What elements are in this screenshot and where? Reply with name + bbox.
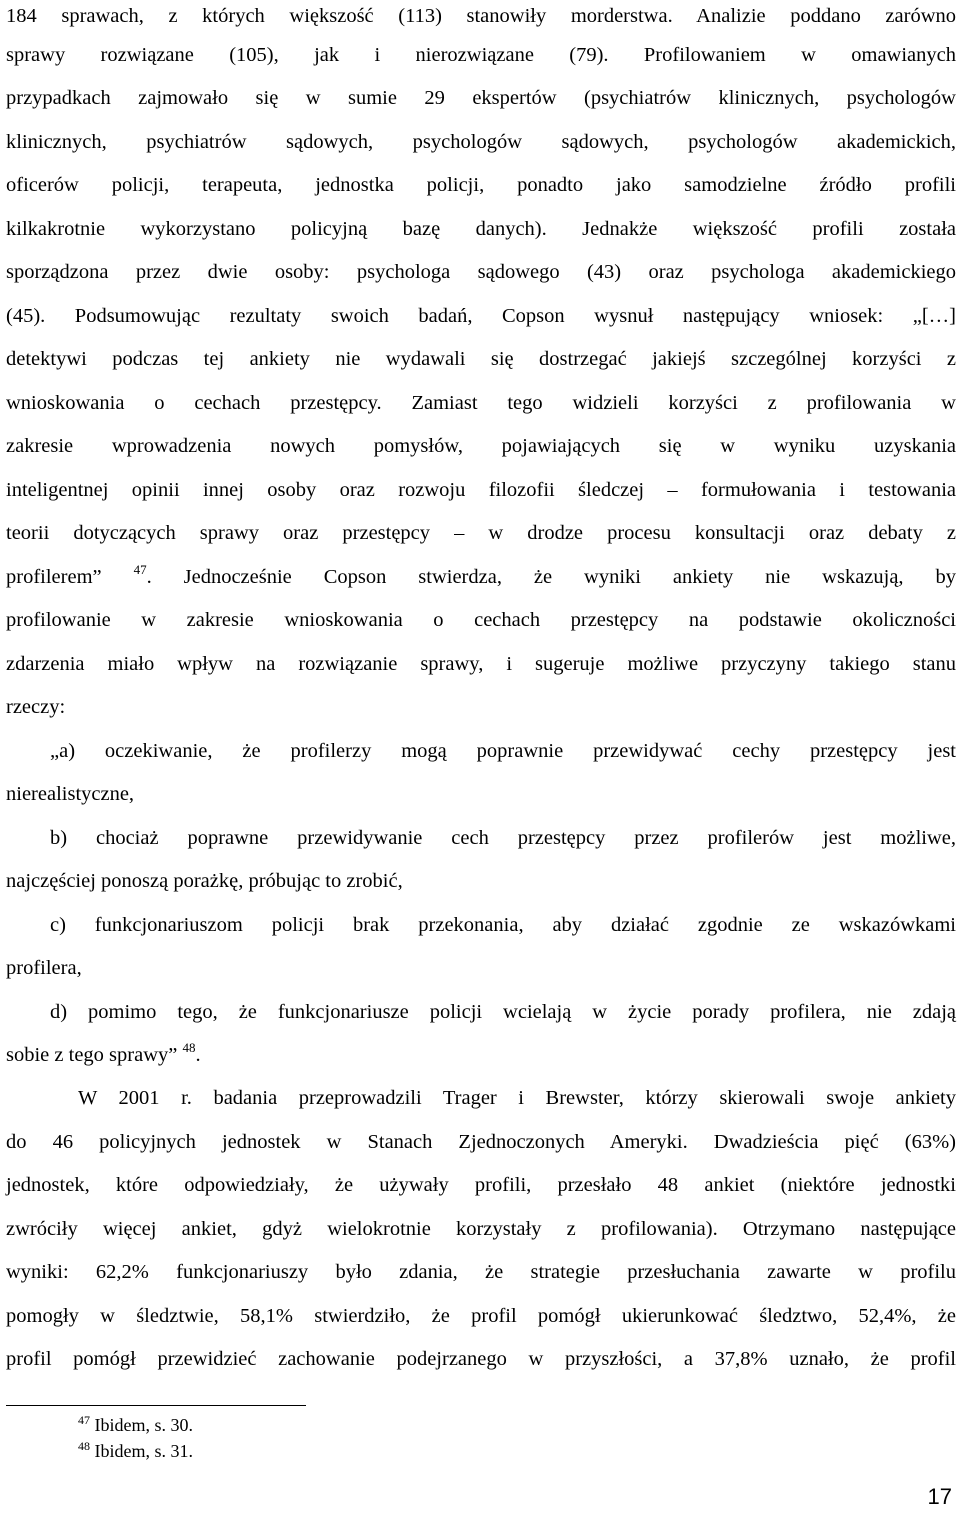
text-line: inteligentnej opinii innej osoby oraz rozwoju filozofii śledczej – formułowania i testowania: [6, 479, 956, 501]
list-item-b-cont: najczęściej ponoszą porażkę, próbując to zrobić,: [6, 870, 403, 892]
text-line-with-footnote: [6, 561, 956, 593]
text-line: wnioskowania o cechach przestępcy. Zamiast tego widzieli korzyści z profilowania w: [6, 392, 956, 414]
text-line: profil pomógł przewidzieć zachowanie podejrzanego w przyszłości, a 37,8% uznało, że profil: [6, 1348, 956, 1370]
text-line: zwróciły więcej ankiet, gdyż wielokrotnie korzystały z profilowania). Otrzymano następujące: [6, 1218, 956, 1240]
text-line: jednostek, które odpowiedziały, że używały profili, przesłało 48 ankiet (niektóre jednostki: [6, 1174, 956, 1196]
footnote-reference: 48: [182, 1040, 196, 1055]
text-line: detektywi podczas tej ankiety nie wydawali się dostrzegać jakiejś szczególnej korzyści z: [6, 348, 956, 370]
text-line: profilowanie w zakresie wnioskowania o cechach przestępcy na podstawie okoliczności: [6, 609, 956, 631]
list-item-b: b) chociaż poprawne przewidywanie cech przestępcy przez profilerów jest możliwe,: [50, 827, 956, 849]
text-line: przypadkach zajmowało się w sumie 29 ekspertów (psychiatrów klinicznych, psychologów: [6, 87, 956, 109]
text-line: do 46 policyjnych jednostek w Stanach Zjednoczonych Ameryki. Dwadzieścia pięć (63%): [6, 1131, 956, 1153]
text-line: sprawy rozwiązane (105), jak i nierozwiązane (79). Profilowaniem w omawianych: [6, 44, 956, 66]
footnote-text: Ibidem, s. 30.: [94, 1415, 193, 1435]
list-item-d: d) pomimo tego, że funkcjonariusze policji wcielają w życie porady profilera, nie zdają: [50, 1001, 956, 1023]
list-item-c: c) funkcjonariuszom policji brak przekonania, aby działać zgodnie ze wskazówkami: [50, 914, 956, 936]
page-number: 17: [927, 1484, 952, 1509]
footnote-number: 47: [78, 1413, 90, 1427]
text-line: oficerów policji, terapeuta, jednostka policji, ponadto jako samodzielne źródło profili: [6, 174, 956, 196]
text-line: sporządzona przez dwie osoby: psychologa sądowego (43) oraz psychologa akademickiego: [6, 261, 956, 283]
list-item-a-cont: nierealistyczne,: [6, 783, 135, 805]
text-line: 184 sprawach, z których większość (113) stanowiły morderstwa. Analizie poddano zarówno: [6, 5, 956, 27]
text-fragment: sobie z tego sprawy”: [6, 1044, 178, 1066]
text-line: zdarzenia miało wpływ na rozwiązanie sprawy, i sugeruje możliwe przyczyny takiego stanu: [6, 653, 956, 675]
list-item-d-cont: [6, 1039, 956, 1071]
text-line: W 2001 r. badania przeprowadzili Trager i Brewster, którzy skierowali swoje ankiety: [78, 1087, 956, 1109]
footnote-47: [78, 1414, 193, 1436]
text-fragment: . Jednocześnie Copson stwierdza, że wyniki ankiety nie wskazują, by: [146, 566, 956, 588]
footnote-number: 48: [78, 1439, 90, 1453]
text-line: rzeczy:: [6, 696, 66, 718]
text-line: wyniki: 62,2% funkcjonariuszy było zdania, że strategie przesłuchania zawarte w profilu: [6, 1261, 956, 1283]
text-line: (45). Podsumowując rezultaty swoich badań, Copson wysnuł następujący wniosek: „[…]: [6, 305, 956, 327]
list-item-a: „a) oczekiwanie, że profilerzy mogą poprawnie przewidywać cechy przestępcy jest: [50, 740, 956, 762]
footnote-separator: [6, 1405, 306, 1406]
text-line: zakresie wprowadzenia nowych pomysłów, pojawiających się w wyniku uzyskania: [6, 435, 956, 457]
text-line: teorii dotyczących sprawy oraz przestępcy – w drodze procesu konsultacji oraz debaty z: [6, 522, 956, 544]
text-fragment: profilerem”: [6, 566, 102, 588]
text-fragment: .: [195, 1044, 201, 1066]
footnote-text: Ibidem, s. 31.: [94, 1441, 193, 1461]
text-line: kilkakrotnie wykorzystano policyjną bazę danych). Jednakże większość profili została: [6, 218, 956, 240]
text-line: klinicznych, psychiatrów sądowych, psychologów sądowych, psychologów akademickich,: [6, 131, 956, 153]
footnote-reference: 47: [133, 562, 147, 577]
list-item-c-cont: profilera,: [6, 957, 82, 979]
text-line: pomogły w śledztwie, 58,1% stwierdziło, że profil pomógł ukierunkować śledztwo, 52,4%, że: [6, 1305, 956, 1327]
footnote-48: [78, 1440, 193, 1462]
